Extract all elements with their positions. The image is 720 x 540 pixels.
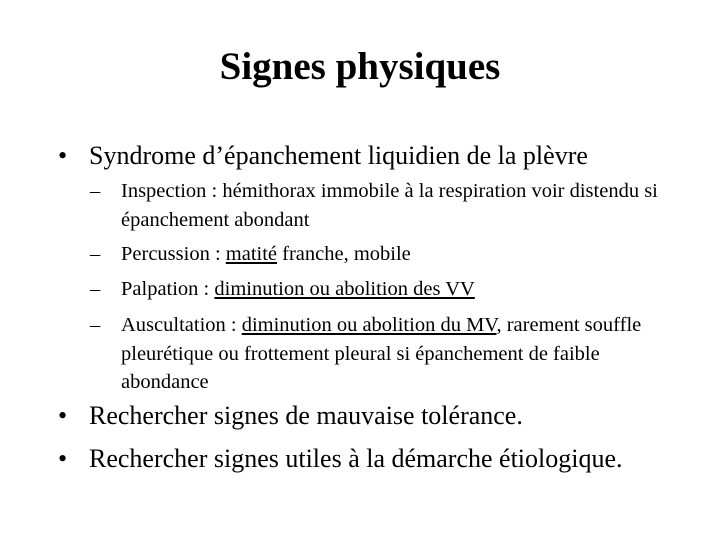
slide-title: Signes physiques (219, 45, 501, 88)
sub-item-text (121, 275, 670, 304)
bullet-text: Syndrome d’épanchement liquidien de la plèvre (89, 141, 588, 170)
bullet-marker: • (58, 401, 68, 430)
underlined-term: diminution ou abolition du MV (241, 314, 497, 336)
sub-item-text-part: Inspection : hémithorax immobile à la respiration voir distendu si épanchement abondant (121, 180, 658, 231)
sub-item-text-part: Palpation : (121, 278, 215, 300)
sub-item-text (121, 177, 670, 234)
sub-item-inspection (90, 177, 670, 234)
sub-item-palpation (90, 275, 670, 304)
underlined-term: matité (225, 243, 278, 265)
bullet-item-syndrome (58, 140, 698, 171)
bullet-marker: • (58, 444, 68, 473)
sub-item-auscultation (90, 311, 670, 397)
bullet-text: Rechercher signes utiles à la démarche étiologique. (89, 444, 623, 473)
sub-item-text-part: Auscultation : (121, 314, 242, 336)
sub-item-text-part: franche, mobile (277, 243, 411, 265)
bullet-item-etiology (58, 443, 698, 474)
bullet-marker: • (58, 141, 68, 170)
bullet-text: Rechercher signes de mauvaise tolérance. (89, 401, 523, 430)
sub-item-text (121, 240, 670, 269)
sub-item-percussion (90, 240, 670, 269)
sub-item-text (121, 311, 670, 397)
sub-item-text-part: Percussion : (121, 243, 226, 265)
dash-marker: – (90, 180, 101, 202)
sub-item-text-part: , rarement souffle pleurétique ou frottement pleural si épanchement de faible abondance (121, 314, 642, 393)
underlined-term: diminution ou abolition des VV (214, 278, 475, 300)
dash-marker: – (90, 243, 101, 265)
bullet-item-tolerance (58, 400, 698, 431)
dash-marker: – (90, 314, 101, 336)
dash-marker: – (90, 278, 101, 300)
